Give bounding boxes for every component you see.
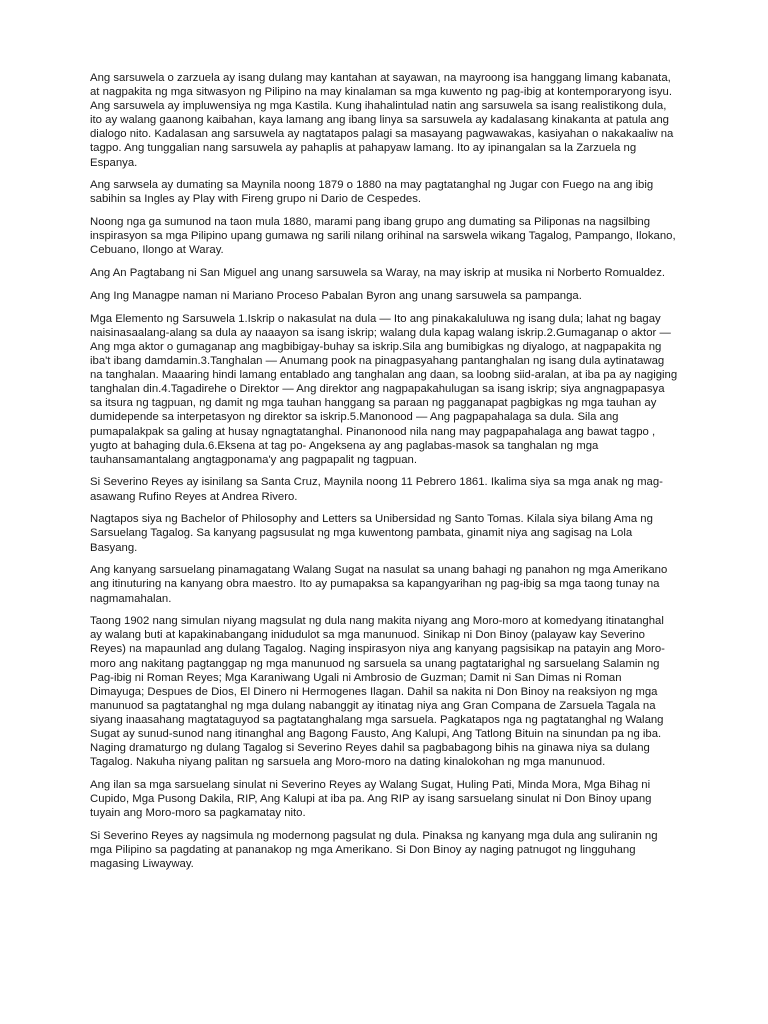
paragraph-works: Ang ilan sa mga sarsuelang sinulat ni Severino Reyes ay Walang Sugat, Huling Pati, Minda Mora, Mga Bihag ni Cupido, Mga Pusong Dakila, RIP, Ang Kalupi at iba pa. Ang RIP ay isang sarsuelang sinulat ni Don Binoy upang tuyain ang Moro-moro sa pagkamatay nito.: [90, 779, 652, 820]
paragraph-walang-sugat: Ang kanyang sarsuelang pinamagatang Walang Sugat na nasulat sa unang bahagi ng panahon ng mga Amerikano ang itinuturing na kanyang obra maestro. Ito ay pumapaksa sa kapangyarihan ng pag-ibig sa mga taong tunay na nagmamahalan.: [90, 564, 668, 605]
paragraph-arrival: Ang sarwsela ay dumating sa Maynila noong 1879 o 1880 na may pagtatanghal ng Jugar con Fuego na ang ibig sabihin sa Ingles ay Play with Fireng grupo ni Dario de Cespedes.: [90, 179, 654, 206]
paragraph-1902: Taong 1902 nang simulan niyang magsulat ng dula nang makita niyang ang Moro-moro at komedyang itinatanghal ay walang buti at kapakinabangang inidudulot sa mga manunuod. Sinikap ni Don Binoy (palayaw kay Severino Reyes) na mapaunlad ang dulang Tagalog. Naging inspirasyon niya ang kanyang pagsisikap na patayin ang Moro-moro ang nakitang pagtanggap ng mga manunuod ng sarsuela sa unang pagtatarighal ng sarsuelang Salamin ng Pag-ibig ni Roman Reyes; Mga Karaniwang Ugali ni Ambrosio de Guzman; Damit ni San Dimas ni Roman Dimayuga; Despues de Dios, El Dinero ni Hermogenes Ilagan. Dahil sa nakita ni Don Binoy na reaksiyon ng mga manunuod sa pagtatanghal ng mga dulang nabanggit ay itinatag niya ang Gran Compana de Zarsuela Tagala na siyang inaasahang magtataguyod sa pagtatanghalang mga sarsuela. Pagkatapos nga ng pagtatanghal ng Walang Sugat ay sunud-sunod nang itinanghal ang Bagong Fausto, Ang Kalupi, Ang Tatlong Bituin na sinundan pa ng iba. Naging dramaturgo ng dulang Tagalog si Severino Reyes dahil sa pagbabagong bihis na ginawa niya sa dulang Tagalog. Nakuha niyang palitan ng sarsuela ang Moro-moro na dating kinalokohan ng mga manunuod.: [90, 615, 665, 769]
document-body: [90, 71, 678, 880]
paragraph-pampanga: Ang Ing Managpe naman ni Mariano Proceso Pabalan Byron ang unang sarsuwela sa pampanga.: [90, 289, 582, 302]
paragraph-reyes-birth: Si Severino Reyes ay isinilang sa Santa Cruz, Maynila noong 11 Pebrero 1861. Ikalima siya sa mga anak ng mag-asawang Rufino Reyes at Andrea Rivero.: [90, 476, 663, 503]
paragraph-modern: Si Severino Reyes ay nagsimula ng modernong pagsulat ng dula. Pinaksa ng kanyang mga dula ang suliranin ng mga Pilipino sa pagdating at pananakop ng mga Amerikano. Si Don Binoy ay naging patnugot ng lingguhang magasing Liwayway.: [90, 829, 658, 871]
paragraph-groups: Noong nga ga sumunod na taon mula 1880, marami pang ibang grupo ang dumating sa Piliponas na nagsilbing inspirasyon sa mga Pilipino upang gumawa ng sarili nilang orihinal na sarswela wikang Tagalog, Pampango, Ilokano, Cebuano, Ilongo at Waray.: [90, 216, 676, 257]
paragraph-intro: Ang sarsuwela o zarzuela ay isang dulang may kantahan at sayawan, na mayroong isa hanggang limang kabanata, at nagpakita ng mga sitwasyon ng Pilipino na may kinalaman sa mga kuwento ng pag-ibig at kontemporaryong isyu. Ang sarsuwela ay impluwensiya ng mga Kastila. Kung ihahalintulad natin ang sarsuwela sa isang realistikong dula, ito ay walang gaanong kaibahan, kaya lamang ang ibang linya sa sarsuwela ay kadalasang kinakanta at patula ang dialogo nito. Kadalasan ang sarsuwela ay nagtatapos palagi sa masayang pagwawakas, kasiyahan o nakakaaliw na tagpo. Ang tunggalian nang sarsuwela ay pahaplis at pahapyaw lamang. Ito ay ipinangalan sa la Zarzuela ng Espanya.: [90, 72, 674, 169]
paragraph-reyes-education: Nagtapos siya ng Bachelor of Philosophy and Letters sa Unibersidad ng Santo Tomas. Kilala siya bilang Ama ng Sarsuelang Tagalog. Sa kanyang pagsusulat ng mga kuwentong pambata, ginamit niya ang sagisag na Lola Basyang.: [90, 513, 653, 554]
paragraph-waray: Ang An Pagtabang ni San Miguel ang unang sarsuwela sa Waray, na may iskrip at musika ni Norberto Romualdez.: [90, 267, 666, 280]
paragraph-elements: Mga Elemento ng Sarsuwela 1.Iskrip o nakasulat na dula — Ito ang pinakakaluluwa ng isang dula; lahat ng bagay naisinasaalang-alang sa dula ay naaayon sa isang iskrip; walang dula kapag walang iskrip.2.Gumaganap o aktor — Ang mga aktor o gumaganap ang magbibigay-buhay sa iskrip.Sila ang bumibigkas ng diyalogo, at nagpapakita ng iba't ibang damdamin.3.Tanghalan — Anumang pook na pinagpasyahang pantanghalan ng isang dula aytinatawag na tanghalan. Maaaring hindi lamang entablado ang tanghalan ang daan, sa loobng siid-aralan, at iba pa ay nagiging tanghalan din.4.Tagadirehe o Direktor — Ang direktor ang nagpapakahulugan sa isang iskrip; siya angnagpapasya sa itsura ng tagpuan, ng damit ng mga tauhan hanggang sa paraan ng pagganapat pagbigkas ng mga tauhan ay dumidepende sa interpetasyon ng direktor sa iskrip.5.Manonood — Ang pagpapahalaga sa dula. Sila ang pumapalakpak sa galing at husay ngnagtatanghal. Pinanonood nila nang may pagpapahalaga ang bawat tagpo , yugto at bahaging dula.6.Eksena at tag po- Angeksena ay ang paglabas-masok sa tanghalan ng mga tauhansamantalang angtagponama'y ang pagpapalit ng tagpuan.: [90, 312, 678, 466]
